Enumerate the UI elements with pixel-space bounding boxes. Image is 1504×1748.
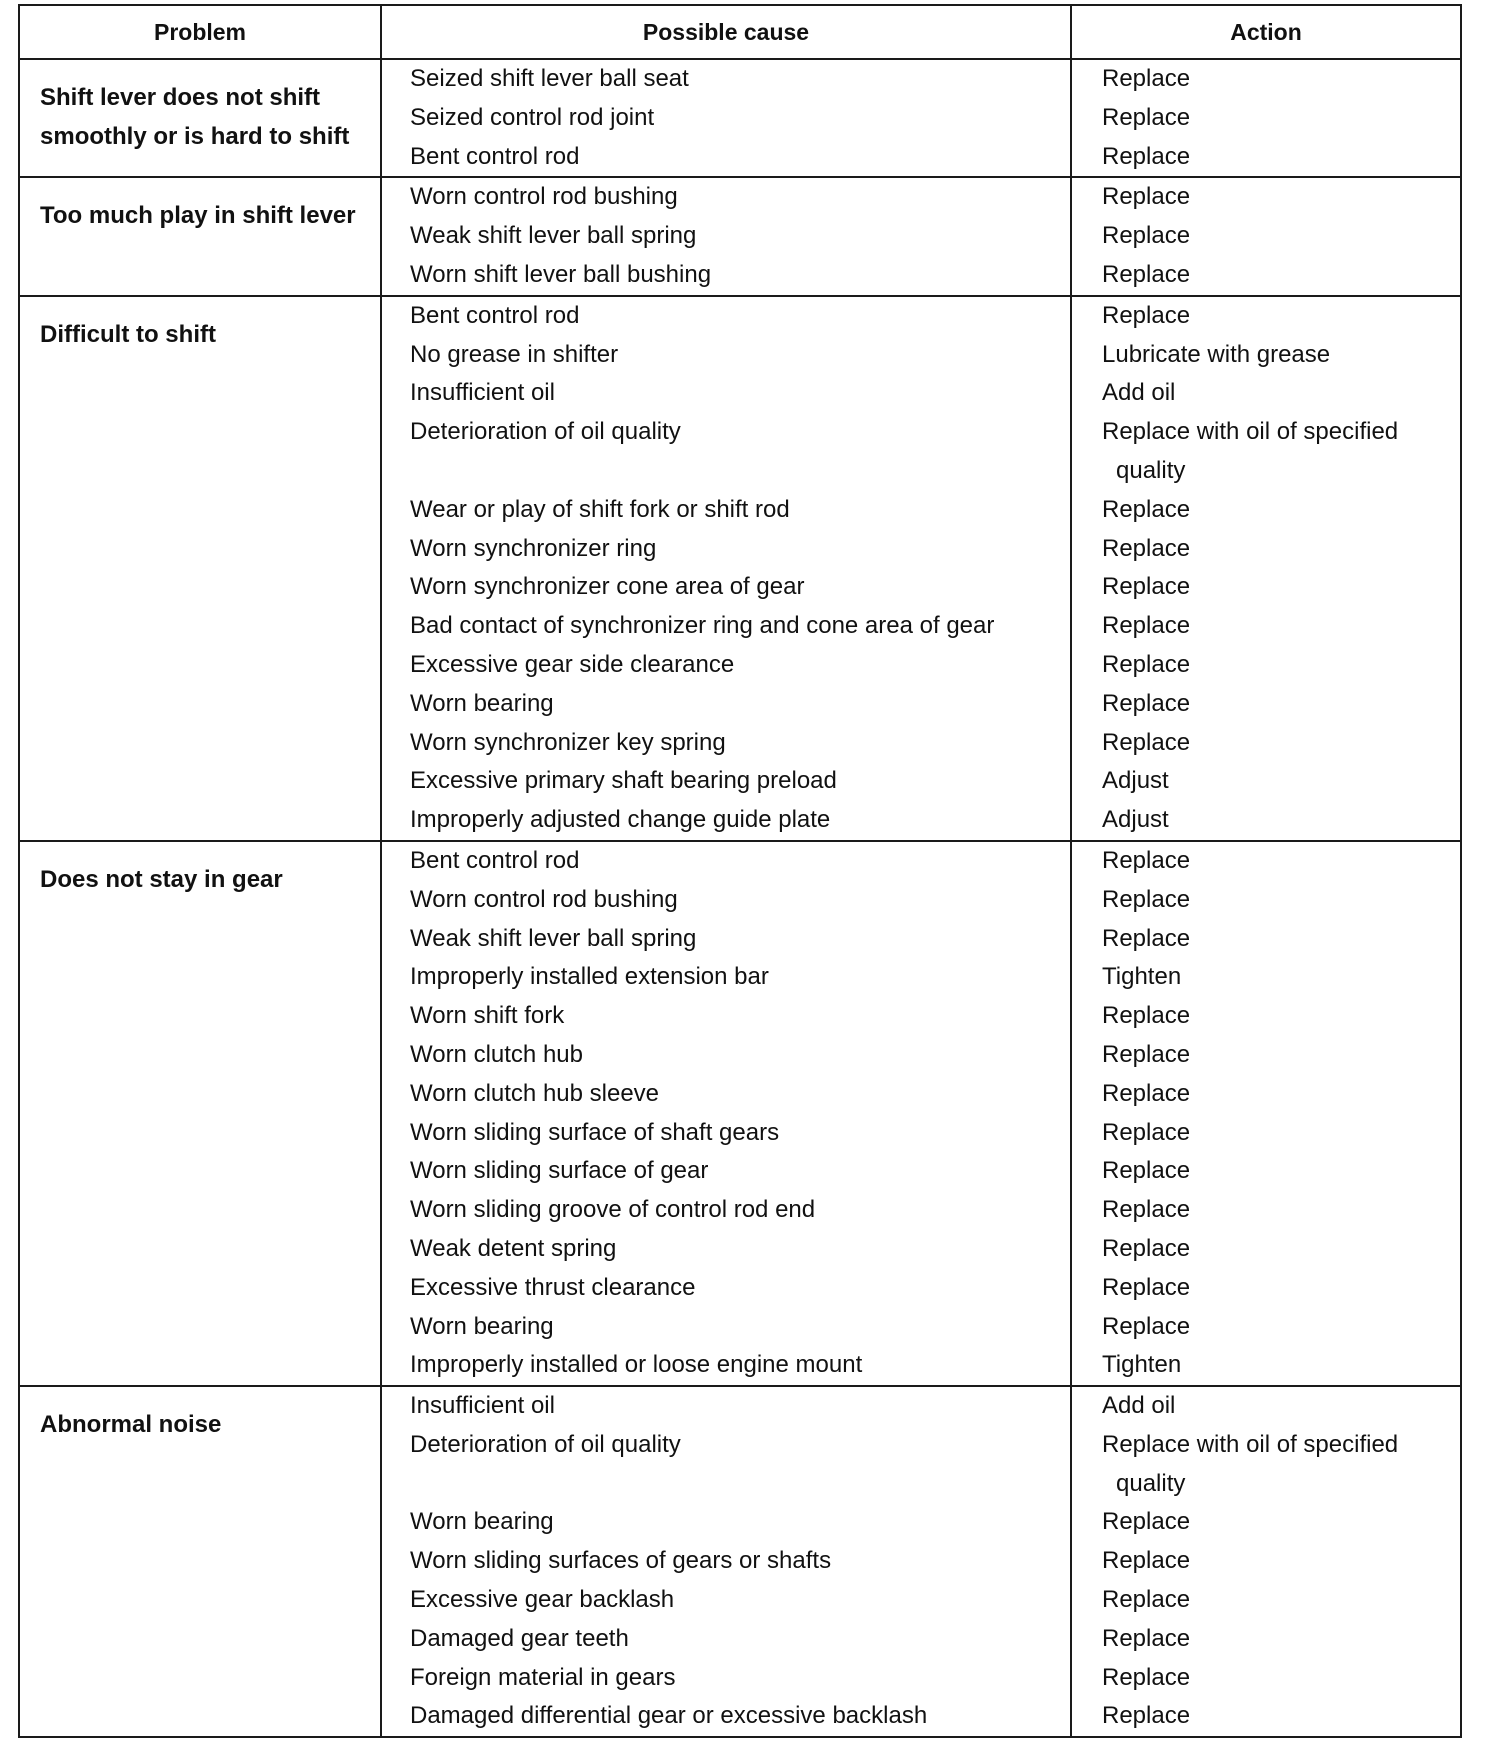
cause-cell: Worn sliding surface of gear <box>381 1152 1071 1191</box>
action-cell: Tighten <box>1071 1346 1461 1386</box>
action-cell: Replace <box>1071 1503 1461 1542</box>
action-cell: Replace <box>1071 646 1461 685</box>
action-cell: Adjust <box>1071 762 1461 801</box>
table-row <box>19 841 1461 881</box>
cause-cell: No grease in shifter <box>381 336 1071 375</box>
troubleshooting-table <box>18 4 1462 1738</box>
action-cell: Replace <box>1071 256 1461 296</box>
cause-cell: Damaged differential gear or excessive backlash <box>381 1697 1071 1737</box>
cause-cell: Worn bearing <box>381 1308 1071 1347</box>
action-cell: Replace <box>1071 1659 1461 1698</box>
action-cell: quality <box>1071 1465 1461 1504</box>
cause-cell: Worn shift lever ball bushing <box>381 256 1071 296</box>
table-row <box>19 296 1461 336</box>
cause-cell: Weak shift lever ball spring <box>381 920 1071 959</box>
cause-cell: Excessive gear side clearance <box>381 646 1071 685</box>
action-cell: Replace <box>1071 1075 1461 1114</box>
action-cell: Replace <box>1071 841 1461 881</box>
cause-cell: Worn synchronizer ring <box>381 530 1071 569</box>
cause-cell: Worn synchronizer cone area of gear <box>381 568 1071 607</box>
table-row <box>19 59 1461 99</box>
cause-cell: Worn bearing <box>381 685 1071 724</box>
table-row <box>19 177 1461 217</box>
cause-cell: Excessive thrust clearance <box>381 1269 1071 1308</box>
problem-cell: Does not stay in gear <box>19 841 381 1386</box>
header-row <box>19 5 1461 59</box>
action-cell: Replace <box>1071 491 1461 530</box>
action-cell: Replace <box>1071 1620 1461 1659</box>
action-cell: Replace <box>1071 217 1461 256</box>
header-action: Action <box>1071 5 1461 59</box>
cause-cell: Improperly adjusted change guide plate <box>381 801 1071 841</box>
cause-cell: Deterioration of oil quality <box>381 1426 1071 1465</box>
table-row <box>19 1386 1461 1426</box>
action-cell: Replace <box>1071 1114 1461 1153</box>
cause-cell: Seized control rod joint <box>381 99 1071 138</box>
action-cell: quality <box>1071 452 1461 491</box>
cause-cell: Excessive primary shaft bearing preload <box>381 762 1071 801</box>
cause-cell: Bent control rod <box>381 296 1071 336</box>
cause-cell: Worn sliding surface of shaft gears <box>381 1114 1071 1153</box>
action-cell: Replace <box>1071 881 1461 920</box>
problem-cell: Too much play in shift lever <box>19 177 381 295</box>
cause-cell <box>381 1465 1071 1504</box>
cause-cell: Worn synchronizer key spring <box>381 724 1071 763</box>
action-cell: Replace <box>1071 1230 1461 1269</box>
action-cell: Replace with oil of specified <box>1071 1426 1461 1465</box>
action-cell: Replace <box>1071 685 1461 724</box>
cause-cell: Weak shift lever ball spring <box>381 217 1071 256</box>
action-cell: Replace <box>1071 138 1461 178</box>
action-cell: Replace <box>1071 1152 1461 1191</box>
problem-cell: Difficult to shift <box>19 296 381 841</box>
cause-cell: Improperly installed extension bar <box>381 958 1071 997</box>
cause-cell: Seized shift lever ball seat <box>381 59 1071 99</box>
cause-cell: Worn sliding groove of control rod end <box>381 1191 1071 1230</box>
action-cell: Replace <box>1071 1191 1461 1230</box>
action-cell: Replace <box>1071 99 1461 138</box>
action-cell: Replace <box>1071 1269 1461 1308</box>
table-header <box>19 5 1461 59</box>
header-possible-cause: Possible cause <box>381 5 1071 59</box>
action-cell: Lubricate with grease <box>1071 336 1461 375</box>
problem-cell: Abnormal noise <box>19 1386 381 1737</box>
action-cell: Replace <box>1071 997 1461 1036</box>
action-cell: Replace <box>1071 1697 1461 1737</box>
action-cell: Replace <box>1071 1581 1461 1620</box>
cause-cell: Deterioration of oil quality <box>381 413 1071 452</box>
cause-cell: Worn clutch hub <box>381 1036 1071 1075</box>
cause-cell: Foreign material in gears <box>381 1659 1071 1698</box>
cause-cell: Weak detent spring <box>381 1230 1071 1269</box>
cause-cell: Bent control rod <box>381 138 1071 178</box>
action-cell: Replace <box>1071 607 1461 646</box>
cause-cell: Excessive gear backlash <box>381 1581 1071 1620</box>
cause-cell: Worn control rod bushing <box>381 177 1071 217</box>
action-cell: Replace <box>1071 1308 1461 1347</box>
table-body <box>19 59 1461 1737</box>
header-problem: Problem <box>19 5 381 59</box>
action-cell: Replace <box>1071 177 1461 217</box>
cause-cell: Worn clutch hub sleeve <box>381 1075 1071 1114</box>
cause-cell: Improperly installed or loose engine mount <box>381 1346 1071 1386</box>
cause-cell: Bad contact of synchronizer ring and cone area of gear <box>381 607 1071 646</box>
action-cell: Replace <box>1071 1036 1461 1075</box>
action-cell: Replace with oil of specified <box>1071 413 1461 452</box>
action-cell: Replace <box>1071 920 1461 959</box>
cause-cell: Bent control rod <box>381 841 1071 881</box>
action-cell: Add oil <box>1071 1386 1461 1426</box>
cause-cell: Insufficient oil <box>381 1386 1071 1426</box>
action-cell: Replace <box>1071 59 1461 99</box>
problem-cell: Shift lever does not shift smoothly or is hard to shift <box>19 59 381 177</box>
cause-cell: Worn bearing <box>381 1503 1071 1542</box>
cause-cell: Insufficient oil <box>381 374 1071 413</box>
action-cell: Replace <box>1071 530 1461 569</box>
action-cell: Replace <box>1071 296 1461 336</box>
cause-cell: Worn shift fork <box>381 997 1071 1036</box>
action-cell: Adjust <box>1071 801 1461 841</box>
action-cell: Replace <box>1071 568 1461 607</box>
action-cell: Add oil <box>1071 374 1461 413</box>
action-cell: Replace <box>1071 724 1461 763</box>
cause-cell: Worn sliding surfaces of gears or shafts <box>381 1542 1071 1581</box>
cause-cell: Wear or play of shift fork or shift rod <box>381 491 1071 530</box>
cause-cell: Damaged gear teeth <box>381 1620 1071 1659</box>
action-cell: Tighten <box>1071 958 1461 997</box>
action-cell: Replace <box>1071 1542 1461 1581</box>
cause-cell: Worn control rod bushing <box>381 881 1071 920</box>
cause-cell <box>381 452 1071 491</box>
